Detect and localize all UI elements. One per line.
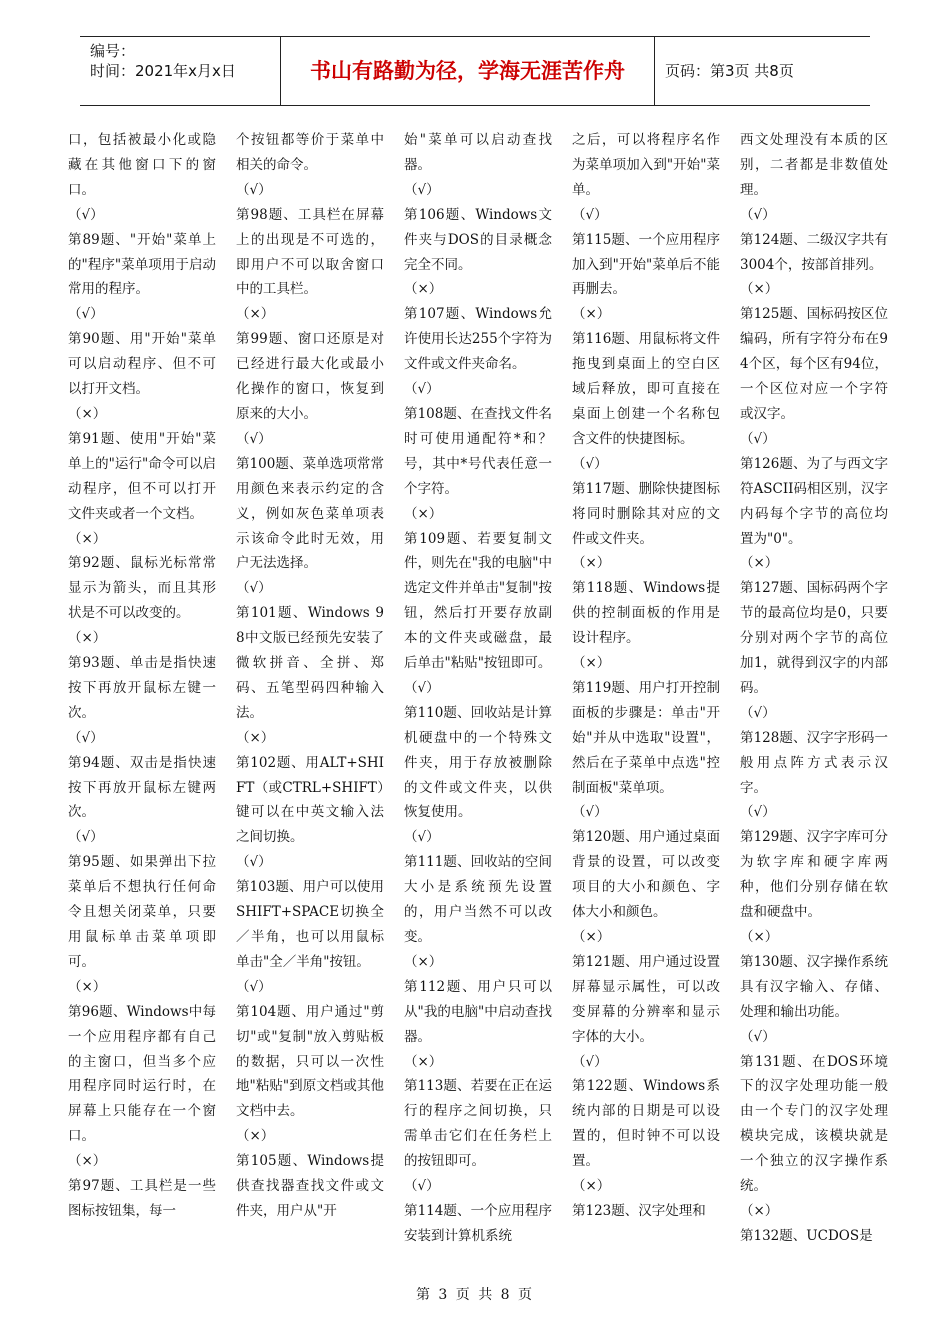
answer-mark: （×）: [236, 729, 275, 746]
answer-mark: （×）: [740, 929, 779, 945]
question-text: 第105题、Windows提供查找器查找文件或文件夹，用户从"开: [236, 1153, 384, 1219]
answer-mark: （√）: [404, 1178, 440, 1195]
answer-mark: （√）: [404, 181, 440, 198]
question-text: 第100题、菜单选项常常用颜色来表示约定的含义，例如灰色菜单项表示该命令此时无效，用户无法选择。: [236, 455, 384, 572]
answer-mark: （√）: [236, 978, 272, 995]
answer-mark: （√）: [236, 580, 272, 597]
answer-mark: （×）: [68, 1153, 107, 1170]
answer-mark: （×）: [740, 281, 779, 298]
question-text: 第126题、为了与西文字符ASCII码相区别，汉字内码每个字节的高位均置为"0"。: [740, 455, 888, 547]
answer-mark: （√）: [572, 804, 608, 821]
question-text: 第132题、UCDOS是: [740, 1227, 873, 1244]
question-text: 第94题、双击是指快速按下再放开鼠标左键两次。: [68, 754, 216, 821]
question-text: 第115题、一个应用程序加入到"开始"菜单后不能再删去。: [572, 231, 720, 298]
answer-mark: （√）: [740, 804, 776, 821]
question-text: 第106题、Windows文件夹与DOS的目录概念完全不同。: [404, 206, 552, 273]
question-text: 第129题、汉字字库可分为软字库和硬字库两种，他们分别存储在软盘和硬盘中。: [740, 829, 888, 921]
answer-mark: （×）: [68, 405, 107, 422]
answer-mark: （√）: [404, 381, 440, 398]
question-text: 第125题、国标码按区位编码，所有字符分布在94个区，每个区有94位，一个区位对应一个字符或汉字。: [740, 306, 888, 422]
question-text: 第127题、国标码两个字节的最高位均是0，只要分别对两个字节的高位加1，就得到汉字的内部码。: [740, 580, 888, 696]
question-text: 第114题、一个应用程序安装到计算机系统: [404, 1202, 552, 1244]
question-text: 第123题、汉字处理和: [572, 1202, 706, 1219]
text-column-4: [572, 128, 720, 1224]
question-text: 第117题、删除快捷图标将同时删除其对应的文件或文件夹。: [572, 480, 720, 547]
question-text: 第97题、工具栏是一些图标按钮集，每一: [68, 1178, 216, 1219]
answer-mark: （√）: [68, 729, 104, 746]
answer-mark: （√）: [68, 206, 104, 223]
question-text: 第121题、用户通过设置屏幕显示属性，可以改变屏幕的分辨率和显示字体的大小。: [572, 953, 720, 1045]
answer-mark: （×）: [572, 306, 611, 323]
question-text: 第96题、Windows中每一个应用程序都有自己的主窗口，但当多个应用程序同时运行时，在屏幕上只能存在一个窗口。: [68, 1003, 216, 1145]
answer-mark: （×）: [68, 630, 107, 647]
question-text: 第110题、回收站是计算机硬盘中的一个特殊文件夹，用于存放被删除的文件或文件夹，以供恢复使用。: [404, 704, 552, 821]
answer-mark: （√）: [236, 181, 272, 198]
answer-mark: （√）: [740, 1028, 776, 1045]
question-text: 第128题、汉字字形码一般用点阵方式表示汉字。: [740, 729, 888, 796]
answer-mark: （×）: [572, 655, 611, 672]
question-text: 第101题、Windows 98中文版已经预先安装了微软拼音、全拼、郑码、五笔型码四种输入法。: [236, 605, 384, 721]
answer-mark: （×）: [236, 306, 275, 323]
answer-mark: （√）: [572, 206, 608, 223]
page-footer: 第 3 页 共 8 页: [415, 1287, 535, 1303]
answer-mark: （√）: [572, 455, 608, 472]
time-label: 时间：2021年x月x日: [90, 62, 236, 80]
answer-mark: （×）: [740, 1202, 779, 1219]
page-info: 页码：第3页 共8页: [665, 62, 794, 80]
question-text: 第91题、使用"开始"菜单上的"运行"命令可以启动程序，但不可以打开文件夹或者一个文档。: [68, 430, 216, 522]
question-text: 第116题、用鼠标将文件拖曳到桌面上的空白区域后释放，即可直接在桌面上创建一个名称包含文件的快捷图标。: [572, 331, 720, 447]
question-text: 第89题、"开始"菜单上的"程序"菜单项用于启动常用的程序。: [68, 231, 216, 298]
question-text: 第112题、用户只可以从"我的电脑"中启动查找器。: [404, 978, 552, 1045]
header-page-cell: [655, 37, 870, 105]
question-text: 第124题、二级汉字共有3004个，按部首排列。: [740, 231, 888, 273]
answer-mark: （√）: [236, 854, 272, 871]
question-text: 第95题、如果弹出下拉菜单后不想执行任何命令且想关闭菜单，只要用鼠标单击菜单项即可。: [68, 854, 216, 970]
answer-mark: （×）: [236, 1128, 275, 1145]
question-text: 第119题、用户打开控制面板的步骤是：单击"开始"并从中选取"设置"，然后在子菜单中点选"控制面板"菜单项。: [572, 679, 720, 796]
answer-mark: （×）: [68, 530, 107, 547]
motto: 书山有路勤为径，学海无涯苦作舟: [310, 59, 625, 83]
question-text: 个按钮都等价于菜单中相关的命令。: [236, 132, 384, 173]
question-text: 始"菜单可以启动查找器。: [404, 132, 552, 173]
question-columns: [66, 128, 892, 1278]
text-column-3: [404, 128, 552, 1249]
question-text: 第92题、鼠标光标常常显示为箭头，而且其形状是不可以改变的。: [68, 555, 216, 622]
question-text: 第130题、汉字操作系统具有汉字输入、存储、处理和输出功能。: [740, 953, 888, 1020]
text-column-1: [68, 128, 216, 1224]
answer-mark: （√）: [740, 206, 776, 223]
question-text: 第107题、Windows允许使用长达255个字符为文件或文件夹命名。: [404, 306, 552, 373]
question-text: 第93题、单击是指快速按下再放开鼠标左键一次。: [68, 655, 216, 721]
answer-mark: （×）: [572, 555, 611, 572]
question-text: 第103题、用户可以使用SHIFT+SPACE切换全／半角，也可以用鼠标单击"全／半角"按钮。: [236, 879, 384, 970]
question-text: 第118题、Windows提供的控制面板的作用是设计程序。: [572, 580, 720, 647]
text-column-2: [236, 128, 384, 1224]
answer-mark: （×）: [68, 978, 107, 995]
answer-mark: （×）: [404, 281, 443, 298]
question-text: 第120题、用户通过桌面背景的设置，可以改变项目的大小和颜色、字体大小和颜色。: [572, 829, 720, 921]
question-text: 第111题、回收站的空间大小是系统预先设置的，用户当然不可以改变。: [404, 854, 552, 945]
question-text: 西文处理没有本质的区别，二者都是非数值处理。: [740, 132, 888, 198]
answer-mark: （√）: [404, 679, 440, 696]
question-text: 第113题、若要在正在运行的程序之间切换，只需单击它们在任务栏上的按钮即可。: [404, 1078, 552, 1170]
answer-mark: （√）: [404, 829, 440, 846]
question-text: 第109题、若要复制文件，则先在"我的电脑"中选定文件并单击"复制"按钮，然后打开要存放副本的文件夹或磁盘，最后单击"粘贴"按钮即可。: [404, 530, 552, 672]
document-header: [80, 36, 870, 106]
header-motto-cell: [281, 37, 655, 105]
answer-mark: （√）: [740, 430, 776, 447]
answer-mark: （×）: [404, 505, 443, 522]
question-text: 第131题、在DOS环境下的汉字处理功能一般由一个专门的汉字处理模块完成，该模块就是一个独立的汉字操作系统。: [740, 1053, 888, 1195]
answer-mark: （√）: [68, 829, 104, 846]
question-text: 第98题、工具栏在屏幕上的出现是不可选的，即用户不可以取舍窗口中的工具栏。: [236, 206, 384, 298]
question-text: 口，包括被最小化或隐藏在其他窗口下的窗口。: [68, 132, 216, 198]
answer-mark: （√）: [572, 1053, 608, 1070]
answer-mark: （√）: [740, 704, 776, 721]
header-meta: [80, 37, 281, 105]
answer-mark: （×）: [572, 929, 611, 945]
answer-mark: （×）: [572, 1178, 611, 1195]
text-column-5: [740, 128, 888, 1249]
answer-mark: （×）: [740, 555, 779, 572]
question-text: 之后，可以将程序名作为菜单项加入到"开始"菜单。: [572, 132, 720, 198]
number-label: 编号：: [90, 42, 136, 60]
question-text: 第102题、用ALT+SHIFT（或CTRL+SHIFT）键可以在中英文输入法之间切换。: [236, 754, 384, 846]
answer-mark: （×）: [404, 1053, 443, 1070]
question-text: 第99题、窗口还原是对已经进行最大化或最小化操作的窗口，恢复到原来的大小。: [236, 331, 384, 422]
question-text: 第122题、Windows系统内部的日期是可以设置的，但时钟不可以设置。: [572, 1078, 720, 1170]
question-text: 第108题、在查找文件名时可使用通配符*和？号，其中*号代表任意一个字符。: [404, 405, 552, 497]
question-text: 第90题、用"开始"菜单可以启动程序、但不可以打开文档。: [68, 331, 216, 398]
answer-mark: （√）: [236, 430, 272, 447]
question-text: 第104题、用户通过"剪切"或"复制"放入剪贴板的数据，只可以一次性地"粘贴"到原文档或其他文档中去。: [236, 1003, 384, 1120]
answer-mark: （×）: [404, 953, 443, 970]
answer-mark: （√）: [68, 306, 104, 323]
